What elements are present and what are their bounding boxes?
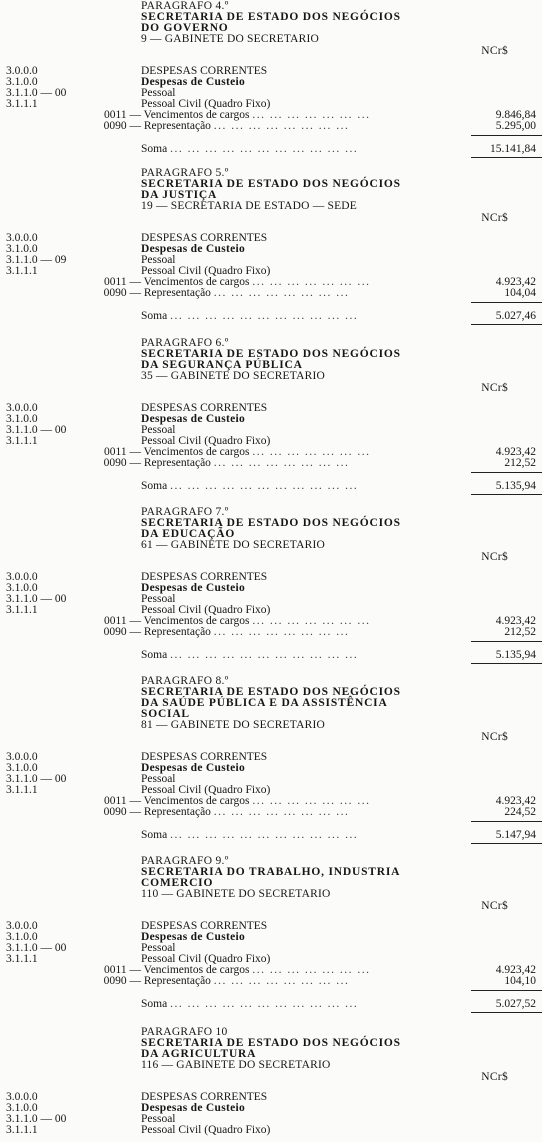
expense-heading: Pessoal Civil (Quadro Fixo) bbox=[141, 435, 271, 447]
item-amount: 4.923,42 bbox=[495, 615, 536, 627]
subtotal-rule bbox=[471, 135, 542, 136]
sum-total: 15.141,84 bbox=[490, 143, 536, 155]
budget-unit: 19 — SECRETARIA DE ESTADO — SEDE bbox=[141, 200, 358, 212]
sum-row bbox=[141, 481, 441, 492]
sum-row bbox=[141, 311, 441, 322]
classification-code: 3.1.1.1 bbox=[6, 265, 38, 277]
total-rule bbox=[471, 1012, 542, 1013]
expense-item-row bbox=[60, 458, 501, 469]
item-amount: 104,10 bbox=[504, 975, 536, 987]
leader-dots: ... ... ... ... ... ... ... bbox=[252, 110, 371, 121]
currency-label: NCr$ bbox=[481, 212, 508, 224]
classification-code: 3.1.1.1 bbox=[6, 1124, 38, 1136]
leader-dots: ... ... ... ... ... ... ... bbox=[252, 616, 371, 627]
secretariat-title-line: SECRETARIA DE ESTADO DOS NEGÓCIOS bbox=[141, 517, 401, 529]
sum-row bbox=[141, 650, 441, 661]
total-rule bbox=[471, 843, 542, 844]
expense-heading: Pessoal Civil (Quadro Fixo) bbox=[141, 265, 271, 277]
item-label: Representação bbox=[143, 458, 211, 469]
secretariat-title-line: DA SEGURANÇA PÚBLICA bbox=[141, 359, 303, 371]
item-amount: 212,52 bbox=[504, 626, 536, 638]
item-amount: 9.846,84 bbox=[495, 109, 536, 121]
currency-label: NCr$ bbox=[481, 731, 508, 743]
classification-code: 3.1.1.1 bbox=[6, 784, 38, 796]
expense-item-row bbox=[60, 976, 501, 987]
expense-item-row bbox=[60, 288, 501, 299]
item-label: Representação bbox=[143, 807, 211, 818]
sum-total: 5.135,94 bbox=[495, 649, 536, 661]
classification-code: 3.1.0.0 bbox=[6, 413, 38, 425]
item-code: 0090 — bbox=[103, 288, 141, 299]
expense-heading: Pessoal Civil (Quadro Fixo) bbox=[141, 604, 271, 616]
item-amount: 4.923,42 bbox=[495, 446, 536, 458]
expense-item-row bbox=[60, 447, 501, 458]
secretariat-title-line: SECRETARIA DO TRABALHO, INDUSTRIA bbox=[141, 866, 401, 878]
item-code: 0090 — bbox=[103, 121, 141, 132]
item-amount: 4.923,42 bbox=[495, 964, 536, 976]
expense-heading: Despesas de Custeio bbox=[141, 762, 246, 774]
item-label: Representação bbox=[143, 288, 211, 299]
classification-code: 3.1.1.0 — 00 bbox=[6, 424, 67, 436]
secretariat-title-line: DA SAÚDE PÚBLICA E DA ASSISTÊNCIA bbox=[141, 697, 388, 709]
expense-heading: Pessoal bbox=[141, 942, 176, 954]
paragraph-heading: PARAGRAFO 7.º bbox=[141, 506, 229, 518]
sum-label: Soma bbox=[141, 650, 168, 661]
item-amount: 4.923,42 bbox=[495, 795, 536, 807]
classification-code: 3.1.1.1 bbox=[6, 435, 38, 447]
item-amount: 4.923,42 bbox=[495, 276, 536, 288]
classification-code: 3.1.0.0 bbox=[6, 1102, 38, 1114]
leader-dots: ... ... ... ... ... ... ... ... bbox=[213, 976, 350, 987]
item-amount: 212,52 bbox=[504, 457, 536, 469]
expense-item-row bbox=[60, 616, 501, 627]
leader-dots: ... ... ... ... ... ... ... bbox=[252, 965, 371, 976]
classification-code: 3.1.1.0 — 00 bbox=[6, 1113, 67, 1125]
expense-item-row bbox=[60, 277, 501, 288]
classification-code: 3.1.0.0 bbox=[6, 762, 38, 774]
item-code: 0011 — bbox=[104, 616, 141, 627]
expense-heading: DESPESAS CORRENTES bbox=[141, 920, 268, 932]
subtotal-rule bbox=[471, 990, 542, 991]
item-code: 0011 — bbox=[104, 796, 141, 807]
budget-unit: 9 — GABINETE DO SECRETARIO bbox=[141, 33, 320, 45]
item-amount: 104,04 bbox=[504, 287, 536, 299]
classification-code: 3.1.1.0 — 00 bbox=[6, 593, 67, 605]
secretariat-title-line: DA JUSTIÇA bbox=[141, 189, 218, 201]
classification-code: 3.1.0.0 bbox=[6, 931, 38, 943]
item-label: Vencimentos de cargos bbox=[143, 965, 250, 976]
classification-code: 3.0.0.0 bbox=[6, 65, 38, 77]
sum-label: Soma bbox=[141, 999, 168, 1010]
expense-heading: DESPESAS CORRENTES bbox=[141, 65, 268, 77]
secretariat-title-line: SECRETARIA DE ESTADO DOS NEGÓCIOS bbox=[141, 11, 401, 23]
sum-label: Soma bbox=[141, 144, 168, 155]
leader-dots: ... ... ... ... ... ... ... ... ... ... ... bbox=[170, 311, 359, 322]
item-amount: 224,52 bbox=[504, 806, 536, 818]
sum-total: 5.027,46 bbox=[495, 310, 536, 322]
currency-label: NCr$ bbox=[481, 382, 508, 394]
subtotal-rule bbox=[471, 641, 542, 642]
classification-code: 3.0.0.0 bbox=[6, 1091, 38, 1103]
classification-code: 3.1.1.1 bbox=[6, 604, 38, 616]
paragraph-heading: PARAGRAFO 10 bbox=[141, 1026, 228, 1038]
expense-heading: Despesas de Custeio bbox=[141, 582, 246, 594]
leader-dots: ... ... ... ... ... ... ... bbox=[252, 277, 371, 288]
expense-heading: Pessoal bbox=[141, 1113, 176, 1125]
leader-dots: ... ... ... ... ... ... ... ... bbox=[213, 458, 350, 469]
sum-label: Soma bbox=[141, 481, 168, 492]
budget-unit: 81 — GABINETE DO SECRETARIO bbox=[141, 719, 325, 731]
leader-dots: ... ... ... ... ... ... ... ... bbox=[213, 121, 350, 132]
expense-heading: Pessoal bbox=[141, 254, 176, 266]
sum-total: 5.147,94 bbox=[495, 829, 536, 841]
currency-label: NCr$ bbox=[481, 551, 508, 563]
total-rule bbox=[471, 157, 542, 158]
item-code: 0011 — bbox=[104, 965, 141, 976]
paragraph-heading: PARAGRAFO 4.º bbox=[141, 0, 229, 12]
expense-heading: Pessoal Civil (Quadro Fixo) bbox=[141, 98, 271, 110]
leader-dots: ... ... ... ... ... ... ... ... bbox=[213, 627, 350, 638]
item-label: Representação bbox=[143, 976, 211, 987]
classification-code: 3.1.1.0 — 00 bbox=[6, 87, 67, 99]
sum-label: Soma bbox=[141, 311, 168, 322]
classification-code: 3.0.0.0 bbox=[6, 751, 38, 763]
classification-code: 3.0.0.0 bbox=[6, 402, 38, 414]
leader-dots: ... ... ... ... ... ... ... bbox=[252, 447, 371, 458]
leader-dots: ... ... ... ... ... ... ... ... ... ... ... bbox=[170, 650, 359, 661]
budget-unit: 110 — GABINETE DO SECRETARIO bbox=[141, 888, 331, 900]
paragraph-heading: PARAGRAFO 8.º bbox=[141, 675, 229, 687]
currency-label: NCr$ bbox=[481, 1071, 508, 1083]
item-label: Vencimentos de cargos bbox=[143, 277, 250, 288]
item-label: Representação bbox=[143, 627, 211, 638]
expense-heading: Despesas de Custeio bbox=[141, 76, 246, 88]
item-label: Vencimentos de cargos bbox=[143, 447, 250, 458]
secretariat-title-line: SECRETARIA DE ESTADO DOS NEGÓCIOS bbox=[141, 686, 401, 698]
expense-item-row bbox=[60, 121, 501, 132]
subtotal-rule bbox=[471, 302, 542, 303]
item-amount: 5.295,00 bbox=[495, 120, 536, 132]
subtotal-rule bbox=[471, 472, 542, 473]
classification-code: 3.0.0.0 bbox=[6, 232, 38, 244]
paragraph-heading: PARAGRAFO 9.º bbox=[141, 855, 229, 867]
leader-dots: ... ... ... ... ... ... ... ... ... ... ... bbox=[170, 830, 359, 841]
item-code: 0011 — bbox=[104, 110, 141, 121]
secretariat-title-line: SOCIAL bbox=[141, 708, 190, 720]
expense-item-row bbox=[60, 807, 501, 818]
expense-heading: Pessoal Civil (Quadro Fixo) bbox=[141, 953, 271, 965]
classification-code: 3.1.1.1 bbox=[6, 953, 38, 965]
secretariat-title-line: SECRETARIA DE ESTADO DOS NEGÓCIOS bbox=[141, 348, 401, 360]
item-label: Vencimentos de cargos bbox=[143, 110, 250, 121]
expense-item-row bbox=[60, 796, 501, 807]
expense-heading: Despesas de Custeio bbox=[141, 931, 246, 943]
expense-heading: Despesas de Custeio bbox=[141, 413, 246, 425]
currency-label: NCr$ bbox=[481, 900, 508, 912]
budget-unit: 35 — GABINETE DO SECRETARIO bbox=[141, 370, 325, 382]
secretariat-title-line: COMERCIO bbox=[141, 877, 214, 889]
sum-row bbox=[141, 830, 441, 841]
leader-dots: ... ... ... ... ... ... ... ... bbox=[213, 807, 350, 818]
item-code: 0090 — bbox=[103, 976, 141, 987]
classification-code: 3.1.1.1 bbox=[6, 98, 38, 110]
expense-item-row bbox=[60, 965, 501, 976]
item-code: 0090 — bbox=[103, 807, 141, 818]
total-rule bbox=[471, 663, 542, 664]
secretariat-title-line: DO GOVERNO bbox=[141, 22, 229, 34]
expense-heading: DESPESAS CORRENTES bbox=[141, 571, 268, 583]
secretariat-title-line: SECRETARIA DE ESTADO DOS NEGÓCIOS bbox=[141, 178, 401, 190]
leader-dots: ... ... ... ... ... ... ... ... ... ... ... bbox=[170, 999, 359, 1010]
currency-label: NCr$ bbox=[481, 45, 508, 57]
paragraph-heading: PARAGRAFO 5.º bbox=[141, 167, 229, 179]
item-code: 0011 — bbox=[104, 277, 141, 288]
expense-heading: Pessoal bbox=[141, 87, 176, 99]
classification-code: 3.1.1.0 — 00 bbox=[6, 942, 67, 954]
expense-heading: Despesas de Custeio bbox=[141, 1102, 246, 1114]
leader-dots: ... ... ... ... ... ... ... ... ... ... ... bbox=[170, 481, 359, 492]
expense-heading: Pessoal Civil (Quadro Fixo) bbox=[141, 784, 271, 796]
classification-code: 3.1.0.0 bbox=[6, 76, 38, 88]
budget-unit: 116 — GABINETE DO SECRETARIO bbox=[141, 1059, 331, 1071]
leader-dots: ... ... ... ... ... ... ... ... ... ... ... bbox=[170, 144, 359, 155]
leader-dots: ... ... ... ... ... ... ... ... bbox=[213, 288, 350, 299]
sum-total: 5.027,52 bbox=[495, 998, 536, 1010]
item-code: 0090 — bbox=[103, 458, 141, 469]
expense-heading: DESPESAS CORRENTES bbox=[141, 751, 268, 763]
classification-code: 3.1.0.0 bbox=[6, 582, 38, 594]
expense-item-row bbox=[60, 627, 501, 638]
classification-code: 3.1.0.0 bbox=[6, 243, 38, 255]
item-label: Vencimentos de cargos bbox=[143, 796, 250, 807]
total-rule bbox=[471, 494, 542, 495]
sum-label: Soma bbox=[141, 830, 168, 841]
classification-code: 3.0.0.0 bbox=[6, 571, 38, 583]
expense-heading: Pessoal bbox=[141, 593, 176, 605]
expense-heading: Pessoal bbox=[141, 773, 176, 785]
secretariat-title-line: SECRETARIA DE ESTADO DOS NEGÓCIOS bbox=[141, 1037, 401, 1049]
classification-code: 3.1.1.0 — 09 bbox=[6, 254, 67, 266]
secretariat-title-line: DA EDUCAÇÃO bbox=[141, 528, 236, 540]
expense-heading: Pessoal Civil (Quadro Fixo) bbox=[141, 1124, 271, 1136]
secretariat-title-line: DA AGRICULTURA bbox=[141, 1048, 257, 1060]
item-code: 0011 — bbox=[104, 447, 141, 458]
item-label: Representação bbox=[143, 121, 211, 132]
expense-item-row bbox=[60, 110, 501, 121]
total-rule bbox=[471, 324, 542, 325]
item-label: Vencimentos de cargos bbox=[143, 616, 250, 627]
leader-dots: ... ... ... ... ... ... ... bbox=[252, 796, 371, 807]
budget-unit: 61 — GABINETE DO SECRETARIO bbox=[141, 539, 325, 551]
paragraph-heading: PARAGRAFO 6.º bbox=[141, 337, 229, 349]
expense-heading: DESPESAS CORRENTES bbox=[141, 402, 268, 414]
classification-code: 3.1.1.0 — 00 bbox=[6, 773, 67, 785]
expense-heading: DESPESAS CORRENTES bbox=[141, 1091, 268, 1103]
sum-total: 5.135,94 bbox=[495, 480, 536, 492]
classification-code: 3.0.0.0 bbox=[6, 920, 38, 932]
expense-heading: Despesas de Custeio bbox=[141, 243, 246, 255]
sum-row bbox=[141, 999, 441, 1010]
expense-heading: Pessoal bbox=[141, 424, 176, 436]
subtotal-rule bbox=[471, 821, 542, 822]
expense-heading: DESPESAS CORRENTES bbox=[141, 232, 268, 244]
item-code: 0090 — bbox=[103, 627, 141, 638]
sum-row bbox=[141, 144, 441, 155]
